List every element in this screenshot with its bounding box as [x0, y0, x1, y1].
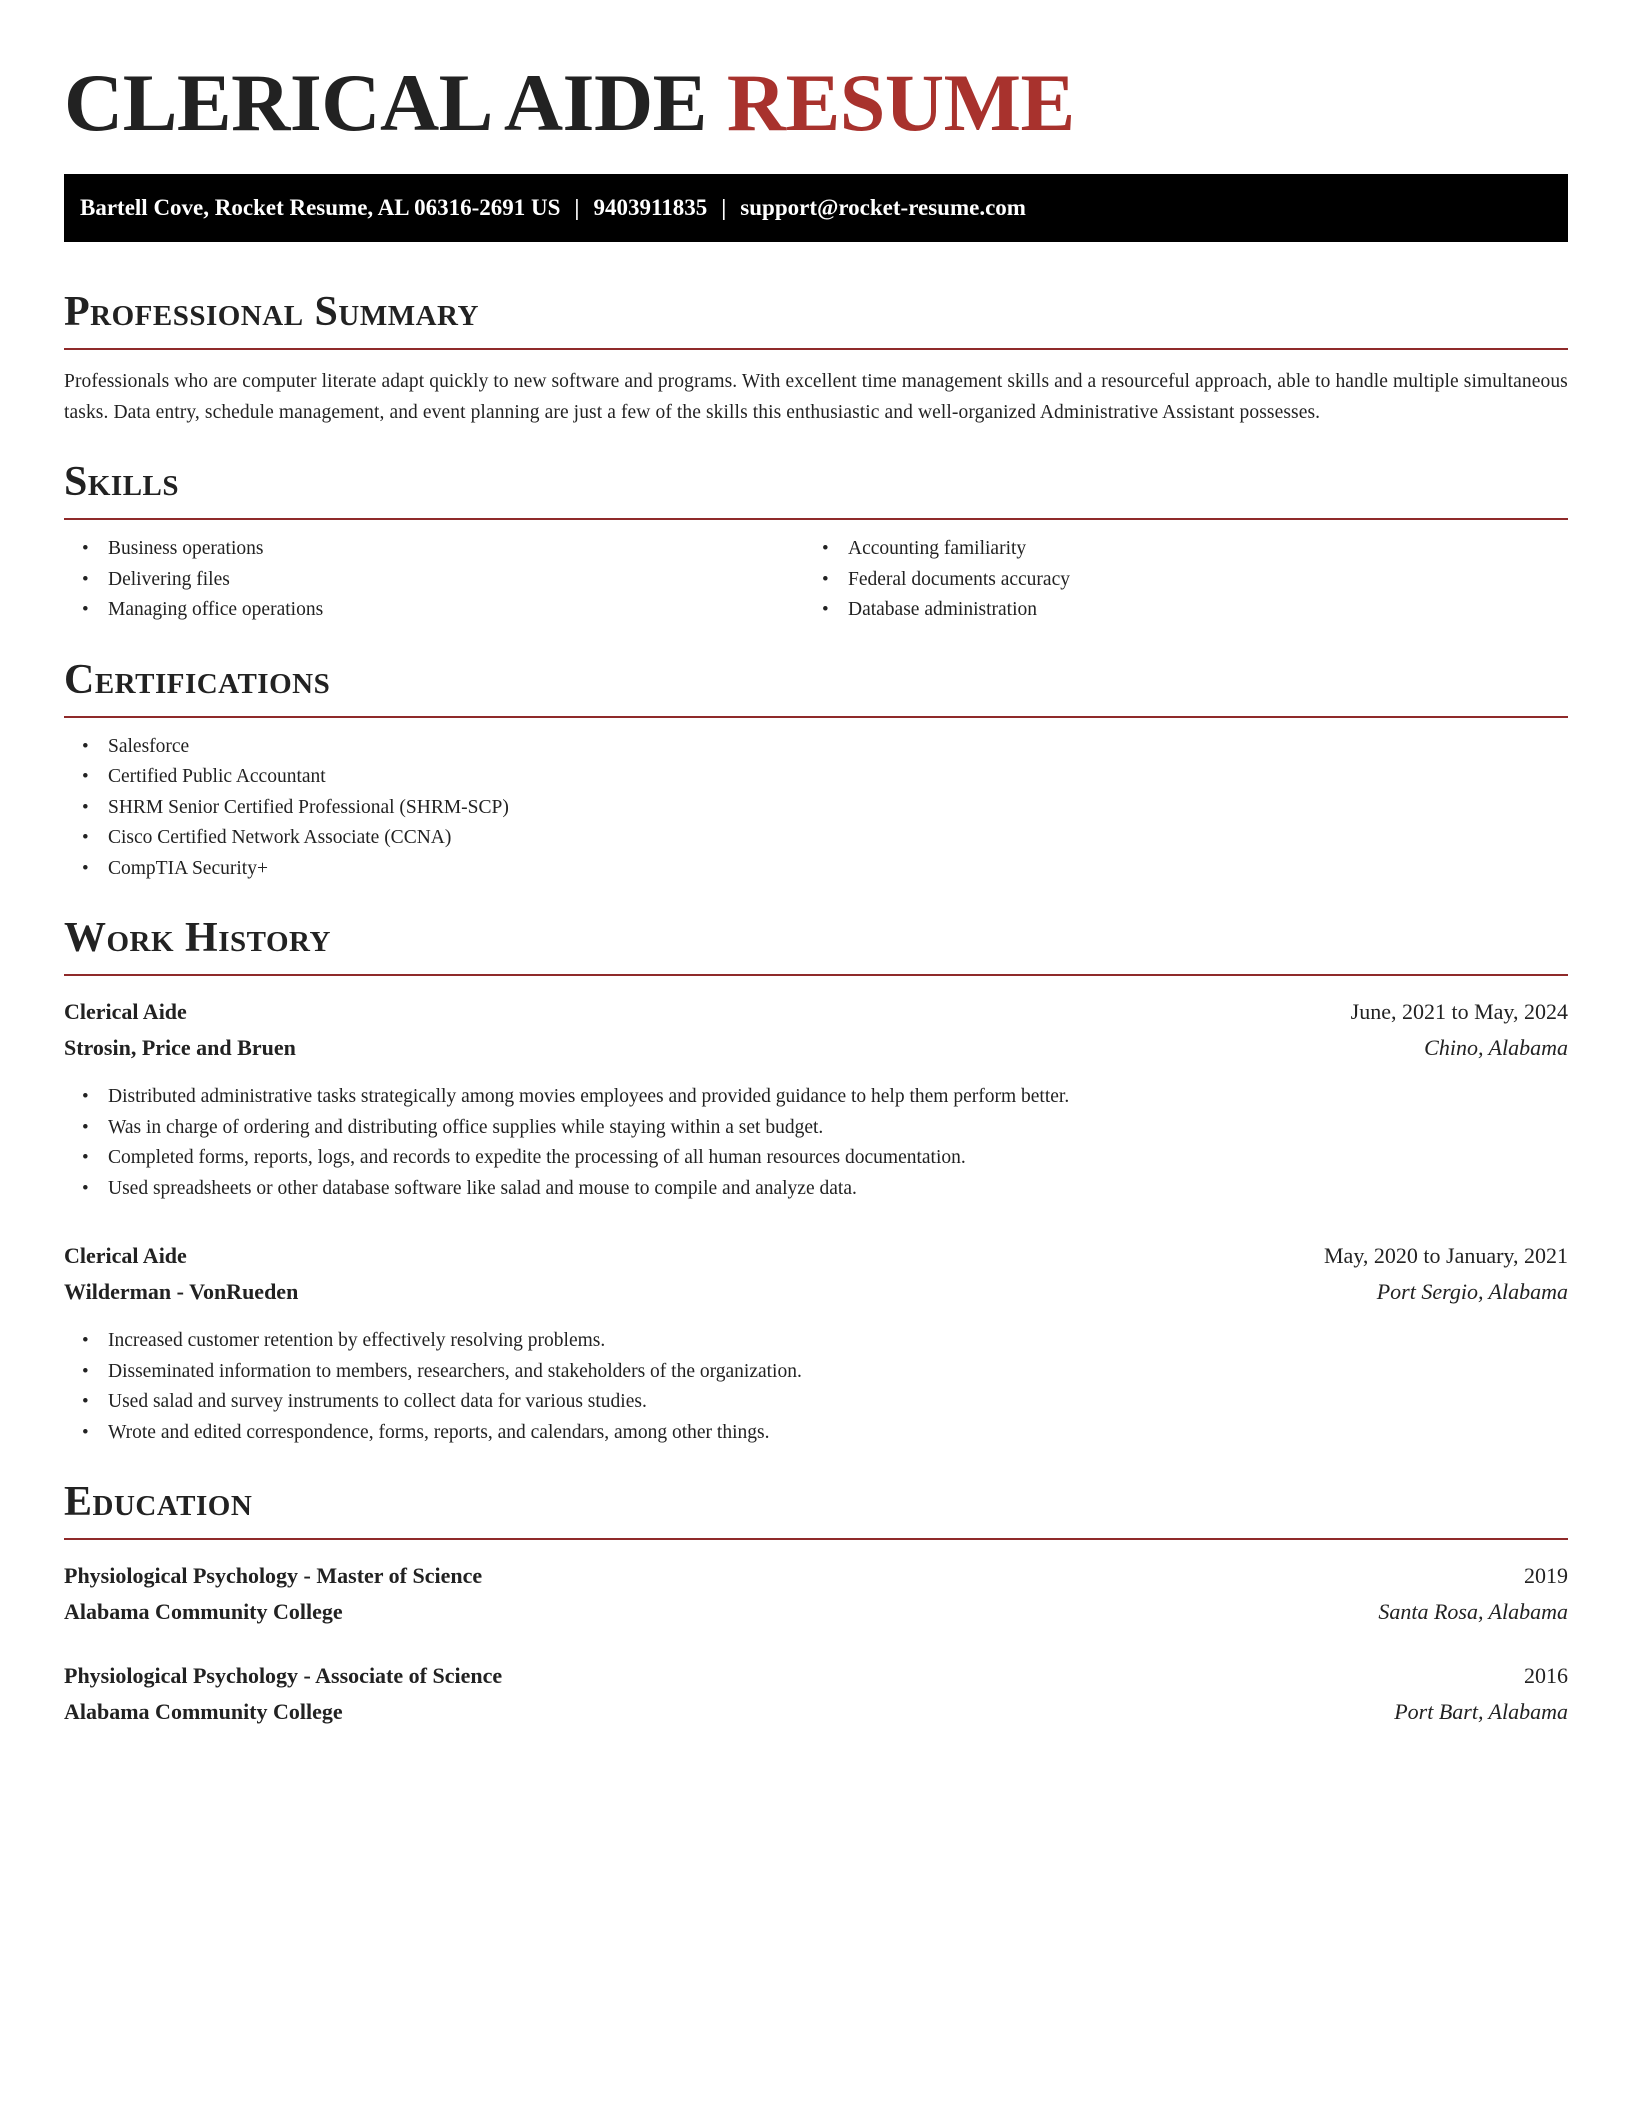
job-duties-list: [64, 1326, 1568, 1448]
education-school-row: [64, 1694, 1568, 1730]
summary-text: Professionals who are computer literate adapt quickly to new software and programs. With excellent time management skills and a resourceful approach, able to handle multiple simultaneous tasks. Data entry, schedule management, and event planning are just a few of the skills this enthusiastic and well-organized Administrative Assistant possesses.: [64, 371, 1568, 423]
title-accent: RESUME: [726, 57, 1075, 148]
job-duties-list: [64, 1082, 1568, 1204]
certifications-list: [64, 732, 1568, 885]
duty-text: Increased customer retention by effectively resolving problems.: [108, 1330, 606, 1351]
list-item: [64, 595, 804, 626]
contact-phone: 9403911835: [593, 195, 708, 220]
list-item: [64, 762, 1568, 793]
job-company-row: [64, 1274, 1568, 1310]
contact-separator: |: [721, 195, 727, 220]
list-item: [64, 1357, 1568, 1388]
bullet-icon: •: [82, 1360, 89, 1382]
job-entry: [64, 994, 1568, 1204]
certification-text: Certified Public Accountant: [108, 766, 326, 787]
skills-section: [64, 456, 1568, 626]
education-year: 2019: [1524, 1563, 1568, 1588]
skills-heading: Skills: [64, 459, 180, 505]
bullet-icon: •: [82, 1391, 89, 1412]
job-entry: [64, 1238, 1568, 1448]
duty-text: Used spreadsheets or other database software like salad and mouse to compile and analyze data.: [108, 1177, 857, 1199]
bullet-icon: •: [822, 599, 829, 620]
resume-title: [64, 56, 1568, 150]
job-location: Port Sergio, Alabama: [1376, 1279, 1568, 1304]
section-divider: [64, 974, 1568, 976]
section-divider: [64, 1538, 1568, 1540]
bullet-icon: •: [82, 599, 89, 620]
education-entry: [64, 1558, 1568, 1630]
list-item: [64, 823, 1568, 854]
skill-text: Managing office operations: [108, 599, 324, 620]
duty-text: Was in charge of ordering and distributing office supplies while staying within a set budget.: [108, 1116, 824, 1138]
job-title: Clerical Aide: [64, 999, 187, 1024]
skill-text: Delivering files: [108, 568, 230, 590]
work-history-heading: Work History: [64, 915, 331, 961]
list-item: [64, 1113, 1568, 1144]
duty-text: Completed forms, reports, logs, and records to expedite the processing of all human resources documentation.: [108, 1147, 966, 1168]
bullet-icon: •: [822, 538, 829, 559]
title-main: CLERICAL AIDE: [64, 57, 707, 148]
list-item: [64, 1174, 1568, 1205]
work-history-section: [64, 912, 1568, 1448]
duty-text: Wrote and edited correspondence, forms, reports, and calendars, among other things.: [108, 1421, 770, 1443]
education-location: Santa Rosa, Alabama: [1378, 1599, 1568, 1624]
skill-text: Accounting familiarity: [848, 538, 1027, 559]
bullet-icon: •: [82, 857, 89, 879]
list-item: [64, 1387, 1568, 1418]
job-dates: May, 2020 to January, 2021: [1324, 1243, 1568, 1268]
list-item: [804, 534, 1544, 565]
contact-address: Bartell Cove, Rocket Resume, AL 06316-2691 US: [80, 195, 561, 220]
section-divider: [64, 348, 1568, 350]
education-degree: Physiological Psychology - Associate of Science: [64, 1663, 503, 1688]
bullet-icon: •: [822, 568, 829, 590]
bullet-icon: •: [82, 1421, 89, 1443]
list-item: [64, 1326, 1568, 1357]
education-degree-row: [64, 1558, 1568, 1594]
list-item: [64, 565, 804, 596]
list-item: [64, 1418, 1568, 1449]
certification-text: CompTIA Security+: [108, 857, 268, 879]
section-divider: [64, 518, 1568, 520]
job-header-row: [64, 994, 1568, 1030]
education-section: [64, 1476, 1568, 1730]
list-item: [804, 595, 1544, 626]
bullet-icon: •: [82, 735, 89, 757]
bullet-icon: •: [82, 766, 89, 787]
education-degree-row: [64, 1658, 1568, 1694]
certifications-section: [64, 654, 1568, 885]
bullet-icon: •: [82, 538, 89, 559]
skill-text: Database administration: [848, 599, 1037, 620]
bullet-icon: •: [82, 1147, 89, 1168]
list-item: [64, 854, 1568, 885]
skills-list-right: [804, 534, 1544, 626]
duty-text: Disseminated information to members, researchers, and stakeholders of the organization.: [108, 1360, 802, 1382]
job-location: Chino, Alabama: [1424, 1035, 1568, 1060]
skills-list-left: [64, 534, 804, 626]
education-school-row: [64, 1594, 1568, 1630]
certification-text: Salesforce: [108, 735, 190, 757]
contact-separator: |: [574, 195, 580, 220]
bullet-icon: •: [82, 1116, 89, 1138]
job-dates: June, 2021 to May, 2024: [1350, 999, 1568, 1024]
list-item: [64, 534, 804, 565]
bullet-icon: •: [82, 1086, 89, 1107]
skill-text: Federal documents accuracy: [848, 568, 1070, 590]
list-item: [64, 732, 1568, 763]
job-company-row: [64, 1030, 1568, 1066]
certifications-heading: Certifications: [64, 656, 331, 703]
bullet-icon: •: [82, 827, 89, 848]
contact-email: support@rocket-resume.com: [740, 195, 1026, 220]
job-title: Clerical Aide: [64, 1243, 187, 1268]
duty-text: Used salad and survey instruments to collect data for various studies.: [108, 1391, 647, 1412]
bullet-icon: •: [82, 1330, 89, 1351]
job-company: Wilderman - VonRueden: [64, 1279, 299, 1304]
list-item: [64, 1082, 1568, 1113]
contact-bar: [64, 174, 1568, 242]
job-company: Strosin, Price and Bruen: [64, 1035, 296, 1060]
bullet-icon: •: [82, 1177, 89, 1199]
certification-text: Cisco Certified Network Associate (CCNA): [108, 827, 452, 848]
education-degree: Physiological Psychology - Master of Science: [64, 1563, 483, 1588]
summary-section: [64, 286, 1568, 428]
list-item: [64, 793, 1568, 824]
summary-heading: Professional Summary: [64, 289, 479, 335]
education-school: Alabama Community College: [64, 1599, 343, 1624]
education-heading: Education: [64, 1479, 253, 1525]
section-divider: [64, 716, 1568, 718]
certification-text: SHRM Senior Certified Professional (SHRM-SCP): [108, 796, 509, 818]
education-entry: [64, 1658, 1568, 1730]
education-location: Port Bart, Alabama: [1394, 1699, 1568, 1724]
skills-grid: [64, 534, 1568, 626]
list-item: [64, 1143, 1568, 1174]
duty-text: Distributed administrative tasks strategically among movies employees and provided guidance to help them perform better.: [108, 1086, 1070, 1107]
education-school: Alabama Community College: [64, 1699, 343, 1724]
bullet-icon: •: [82, 796, 89, 818]
job-header-row: [64, 1238, 1568, 1274]
education-year: 2016: [1524, 1663, 1568, 1688]
skill-text: Business operations: [108, 538, 264, 559]
list-item: [804, 565, 1544, 596]
bullet-icon: •: [82, 568, 89, 590]
